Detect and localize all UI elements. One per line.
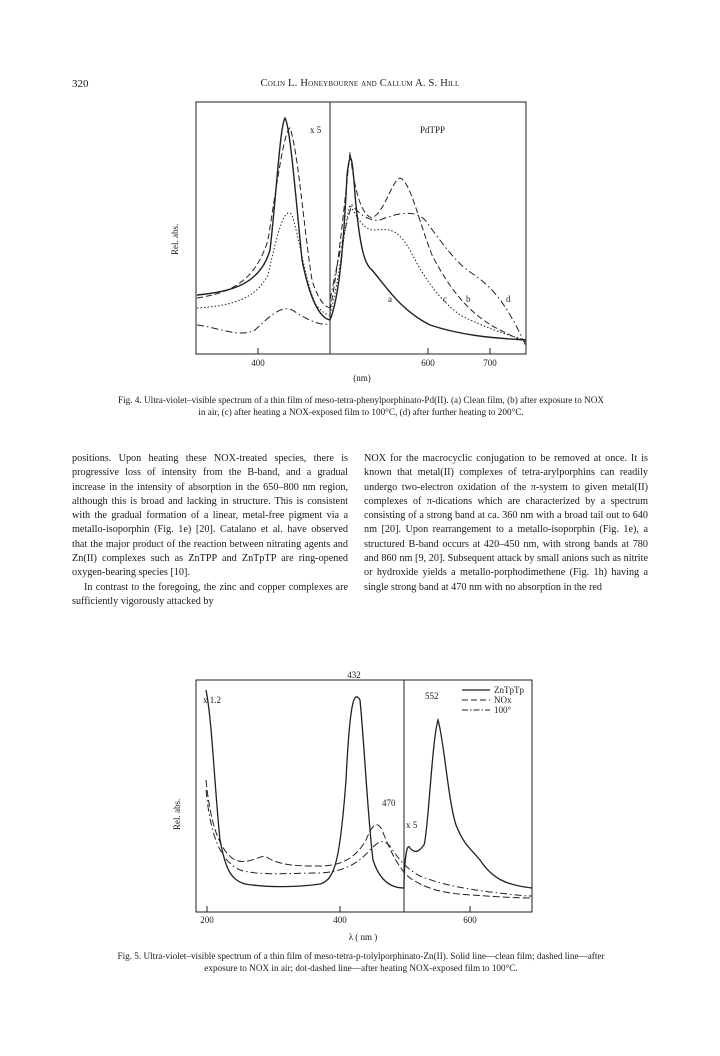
fig4-curve-label-b: b: [466, 294, 471, 304]
left-paragraph-2: In contrast to the foregoing, the zinc and copper complexes are sufficiently vigorously attacked by: [72, 581, 348, 607]
fig4-curve-label-d: d: [506, 294, 511, 304]
fig5-peak-470: 470: [382, 798, 396, 808]
fig5-peak-432: 432: [347, 670, 361, 680]
fig4-curve-label-c: c: [443, 294, 447, 304]
running-head: Colin L. Honeybourne and Callum A. S. Hill: [260, 78, 460, 89]
fig5-caption: Fig. 5. Ultra-violet–visible spectrum of a thin film of meso-tetra-p-tolylporphinato-Zn(II). Solid line—clean film; dashed line—after exposure to NOX in air; dot-dashed line—after heating NOX-exposed film to 100°C.: [117, 951, 605, 973]
fig5-y-label: Rel. abs.: [172, 798, 182, 830]
fig5-x-tick-200: 200: [200, 915, 214, 925]
fig5-x-label: λ ( nm ): [348, 932, 378, 942]
fig4-y-label: Rel. abs.: [170, 223, 180, 255]
fig4-scale-label: x 5: [310, 125, 322, 135]
fig4-compound-label: PdTPP: [420, 125, 446, 135]
fig5-legend-clean: ZnTpTp: [494, 685, 524, 695]
fig4-curve-label-a: a: [388, 294, 392, 304]
fig4-x-label: (nm): [353, 373, 371, 383]
fig5-legend-nox: NOx: [494, 695, 512, 705]
page-number: 320: [72, 78, 89, 90]
fig5-x-tick-400: 400: [333, 915, 347, 925]
fig5-left-scale: x 1.2: [203, 695, 221, 705]
fig5-x-tick-600: 600: [463, 915, 477, 925]
fig4-x-tick-400: 400: [251, 358, 265, 368]
fig4-x-tick-600: 600: [421, 358, 435, 368]
right-paragraph-1: NOX for the macrocyclic conjugation to be removed at once. It is known that metal(II) complexes of tetra-arylporphins can readily undergo two-electron oxidation of the π-system to given metal(II) complexes of π-dications which are characterized by a spectrum consisting of a strong band at ca. 360 nm with a broad tail out to 640 nm [20]. Upon rearrangement to a metallo-isoporphin (Fig. 1e), a structured B-band occurs at 420–450 nm, with strong bands at 780 and 860 nm [9, 20]. Subsequent attack by small anions such as nitrite or hydroxide yields a metallo-porphodimethene (Fig. 1h) having a single strong band at 470 nm with no absorption in the red: [364, 453, 648, 593]
fig5-right-scale: x 5: [406, 820, 418, 830]
fig5-peak-552: 552: [425, 691, 439, 701]
fig4-caption: Fig. 4. Ultra-violet–visible spectrum of a thin film of meso-tetra-phenylporphinato-Pd(II). (a) Clean film, (b) after exposure to NOX in air, (c) after heating a NOX-exposed film to 100°C, (d) after further heating to 200°C.: [117, 395, 605, 417]
left-paragraph-1: positions. Upon heating these NOX-treated species, there is progressive loss of intensity from the B-band, and a gradual increase in the intensity of absorption in the 650–800 nm region, although this is broad and lacking in structure. This is consistent with the gradual formation of a linear, metal-free pigment via a metallo-isoporphin (Fig. 1e) [20]. Catalano et al. have observed that the major product of the reaction between nitrating agents and Zn(II) complexes such as ZnTPP and ZnTpTP are ring-opened oxygen-bearing species [10].: [72, 453, 348, 579]
fig5-legend-100: 100°: [494, 705, 512, 715]
fig4-x-tick-700: 700: [483, 358, 497, 368]
